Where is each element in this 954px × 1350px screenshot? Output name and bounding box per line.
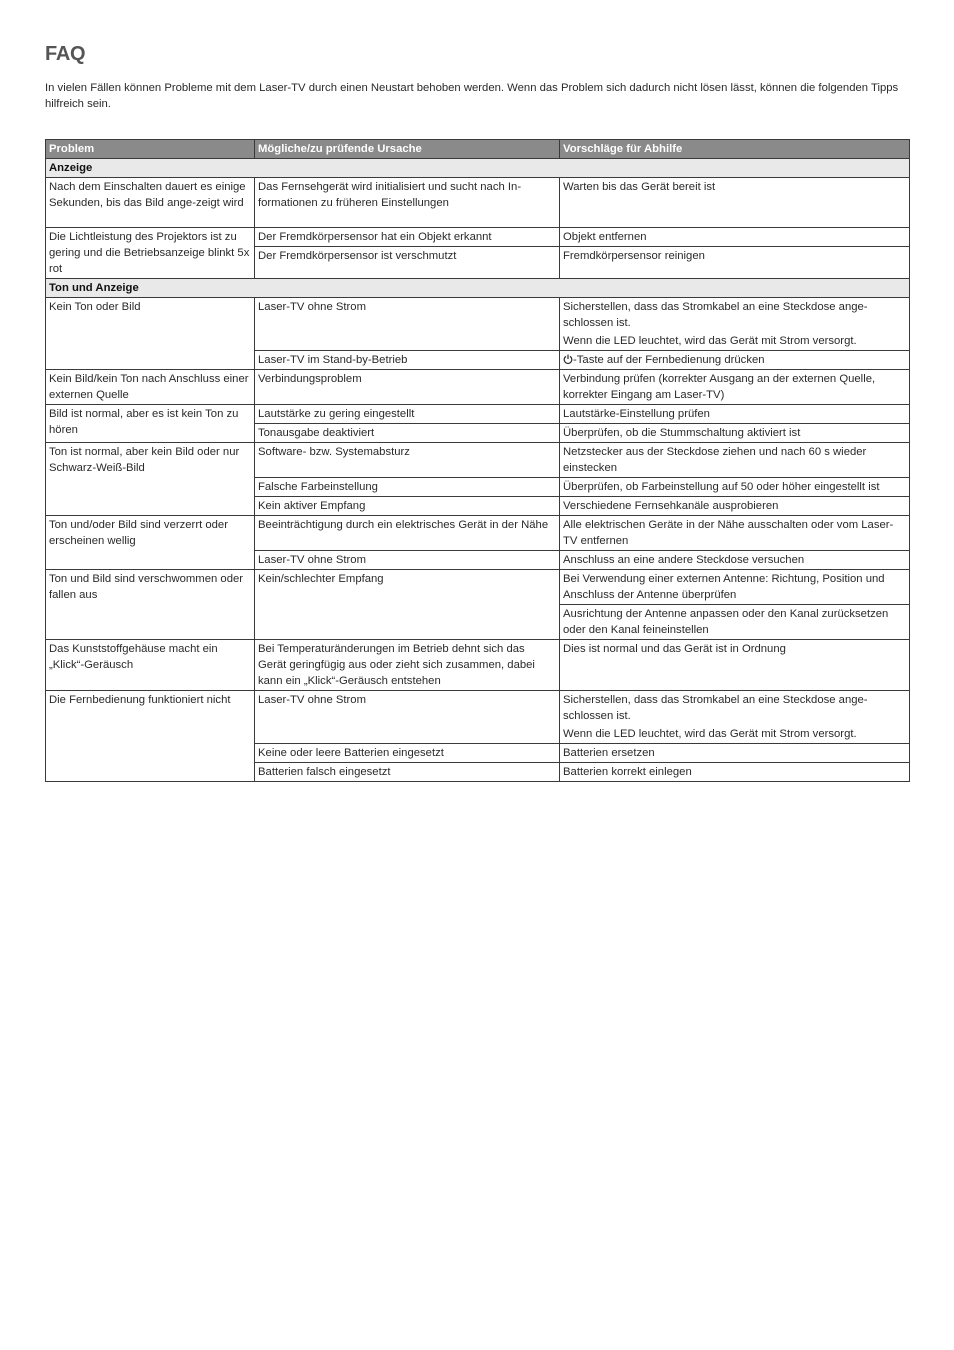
- table-row: [46, 691, 910, 744]
- problem-cell: Kein Ton oder Bild: [46, 298, 255, 370]
- cause-cell: Bei Temperaturänderungen im Betrieb dehnt sich das Gerät geringfügig aus oder zieht sich zusammen, dabei kann ein „Klick“-Geräusch entstehen: [255, 640, 560, 691]
- remedy-cell: Dies ist normal und das Gerät ist in Ordnung: [560, 640, 910, 691]
- problem-cell: Ton und Bild sind verschwommen oder fallen aus: [46, 570, 255, 640]
- table-row: [46, 405, 910, 424]
- table-row: [46, 228, 910, 247]
- section-row: [46, 159, 910, 178]
- remedy-line: Sicherstellen, dass das Stromkabel an eine Steckdose ange-schlossen ist.: [563, 301, 868, 329]
- remedy-cell: Bei Verwendung einer externen Antenne: Richtung, Position und Anschluss der Antenne überprüfen: [560, 570, 910, 605]
- cause-cell: Lautstärke zu gering eingestellt: [255, 405, 560, 424]
- cause-cell: Verbindungsproblem: [255, 370, 560, 405]
- remedy-line: Wenn die LED leuchtet, wird das Gerät mit Strom versorgt.: [563, 335, 857, 347]
- remedy-text: -Taste auf der Fernbedienung drücken: [573, 354, 765, 366]
- remedy-cell: Batterien korrekt einlegen: [560, 763, 910, 782]
- cause-cell: Laser-TV ohne Strom: [255, 551, 560, 570]
- cause-cell: Kein aktiver Empfang: [255, 497, 560, 516]
- section-row: [46, 279, 910, 298]
- remedy-cell: [560, 351, 910, 370]
- header-cause: Mögliche/zu prüfende Ursache: [255, 140, 560, 159]
- problem-cell: Bild ist normal, aber es ist kein Ton zu hören: [46, 405, 255, 443]
- remedy-line: Sicherstellen, dass das Stromkabel an eine Steckdose ange-schlossen ist.: [563, 694, 868, 722]
- cause-cell: Beeinträchtigung durch ein elektrisches Gerät in der Nähe: [255, 516, 560, 551]
- cause-cell: Laser-TV im Stand-by-Betrieb: [255, 351, 560, 370]
- intro-text: In vielen Fällen können Probleme mit dem Laser-TV durch einen Neustart behoben werden. Wenn das Problem sich dadurch nicht lösen lässt, können die folgenden Tipps hilfreich sein.: [45, 82, 899, 110]
- table-row: [46, 370, 910, 405]
- remedy-cell: Verschiedene Fernsehkanäle ausprobieren: [560, 497, 910, 516]
- remedy-cell: Warten bis das Gerät bereit ist: [560, 178, 910, 228]
- section-anzeige: Anzeige: [46, 159, 910, 178]
- problem-cell: Die Lichtleistung des Projektors ist zu gering und die Betriebsanzeige blinkt 5x rot: [46, 228, 255, 279]
- cause-cell: Kein/schlechter Empfang: [255, 570, 560, 640]
- remedy-line: Wenn die LED leuchtet, wird das Gerät mit Strom versorgt.: [563, 728, 857, 740]
- cause-cell: Tonausgabe deaktiviert: [255, 424, 560, 443]
- problem-cell: Kein Bild/kein Ton nach Anschluss einer externen Quelle: [46, 370, 255, 405]
- header-problem: Problem: [46, 140, 255, 159]
- cause-cell: Laser-TV ohne Strom: [255, 691, 560, 744]
- problem-cell: Nach dem Einschalten dauert es einige Sekunden, bis das Bild ange-zeigt wird: [46, 178, 255, 228]
- table-row: [46, 178, 910, 228]
- power-icon: [563, 354, 573, 364]
- cause-cell: Der Fremdkörpersensor ist verschmutzt: [255, 247, 560, 279]
- cause-cell: Software- bzw. Systemabsturz: [255, 443, 560, 478]
- cause-cell: Laser-TV ohne Strom: [255, 298, 560, 351]
- remedy-cell: Netzstecker aus der Steckdose ziehen und nach 60 s wieder einstecken: [560, 443, 910, 478]
- page-title: FAQ: [45, 43, 86, 65]
- table-header-row: [46, 140, 910, 159]
- table-row: [46, 298, 910, 351]
- cause-cell: Falsche Farbeinstellung: [255, 478, 560, 497]
- remedy-cell: [560, 298, 910, 351]
- remedy-cell: Lautstärke-Einstellung prüfen: [560, 405, 910, 424]
- table-row: [46, 516, 910, 551]
- remedy-cell: Batterien ersetzen: [560, 744, 910, 763]
- remedy-cell: Ausrichtung der Antenne anpassen oder den Kanal zurücksetzen oder den Kanal feineinstellen: [560, 605, 910, 640]
- cause-cell: Das Fernsehgerät wird initialisiert und sucht nach In-formationen zu früheren Einstellungen: [255, 178, 560, 228]
- problem-cell: Ton ist normal, aber kein Bild oder nur Schwarz-Weiß-Bild: [46, 443, 255, 516]
- table-row: [46, 640, 910, 691]
- problem-cell: Ton und/oder Bild sind verzerrt oder erscheinen wellig: [46, 516, 255, 570]
- problem-cell: Die Fernbedienung funktioniert nicht: [46, 691, 255, 782]
- remedy-cell: Anschluss an eine andere Steckdose versuchen: [560, 551, 910, 570]
- cause-cell: Der Fremdkörpersensor hat ein Objekt erkannt: [255, 228, 560, 247]
- faq-table: [45, 139, 910, 782]
- remedy-cell: Alle elektrischen Geräte in der Nähe ausschalten oder vom Laser-TV entfernen: [560, 516, 910, 551]
- remedy-cell: Objekt entfernen: [560, 228, 910, 247]
- table-row: [46, 570, 910, 605]
- remedy-cell: [560, 691, 910, 744]
- table-row: [46, 443, 910, 478]
- problem-cell: Das Kunststoffgehäuse macht ein „Klick“-Geräusch: [46, 640, 255, 691]
- remedy-cell: Verbindung prüfen (korrekter Ausgang an der externen Quelle, korrekter Eingang am Laser-TV): [560, 370, 910, 405]
- section-ton-und-anzeige: Ton und Anzeige: [46, 279, 910, 298]
- remedy-cell: Überprüfen, ob die Stummschaltung aktiviert ist: [560, 424, 910, 443]
- remedy-cell: Überprüfen, ob Farbeinstellung auf 50 oder höher eingestellt ist: [560, 478, 910, 497]
- header-remedy: Vorschläge für Abhilfe: [560, 140, 910, 159]
- remedy-cell: Fremdkörpersensor reinigen: [560, 247, 910, 279]
- cause-cell: Keine oder leere Batterien eingesetzt: [255, 744, 560, 763]
- cause-cell: Batterien falsch eingesetzt: [255, 763, 560, 782]
